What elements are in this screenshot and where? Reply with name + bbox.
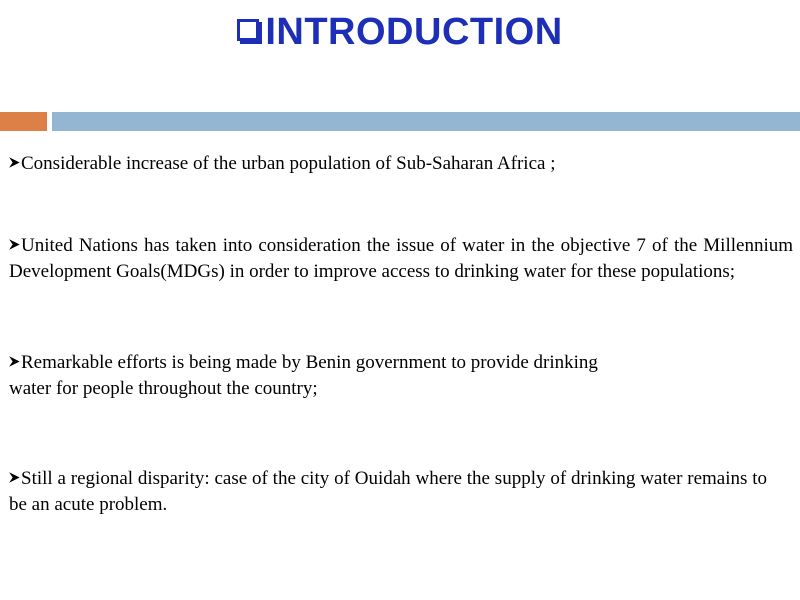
bullet-item-3 — [9, 350, 793, 402]
bullet-item-4 — [9, 466, 767, 518]
accent-bar-blue — [52, 112, 800, 131]
arrow-bullet-icon — [9, 356, 20, 367]
slide-title-text: INTRODUCTION — [265, 11, 563, 53]
slide-title — [0, 8, 800, 56]
checkbox-bullet-icon — [237, 19, 259, 41]
bullet-text: United Nations has taken into consideration the issue of water in the objective 7 of the Millennium Development Goals(MDGs) in order to improve access to drinking water for these populations; — [9, 235, 793, 282]
arrow-bullet-icon — [9, 157, 20, 168]
bullet-item-2 — [9, 233, 793, 285]
bullet-text-line-2: water for people throughout the country; — [9, 378, 318, 399]
accent-bar-orange — [0, 112, 47, 131]
bullet-text-line-1: Remarkable efforts is being made by Benin government to provide drinking — [21, 352, 598, 373]
bullet-text: Considerable increase of the urban population of Sub-Saharan Africa ; — [21, 153, 556, 174]
arrow-bullet-icon — [9, 239, 20, 250]
bullet-item-1 — [9, 151, 793, 177]
bullet-text: Still a regional disparity: case of the city of Ouidah where the supply of drinking water remains to be an acute problem. — [9, 468, 767, 515]
arrow-bullet-icon — [9, 472, 20, 483]
